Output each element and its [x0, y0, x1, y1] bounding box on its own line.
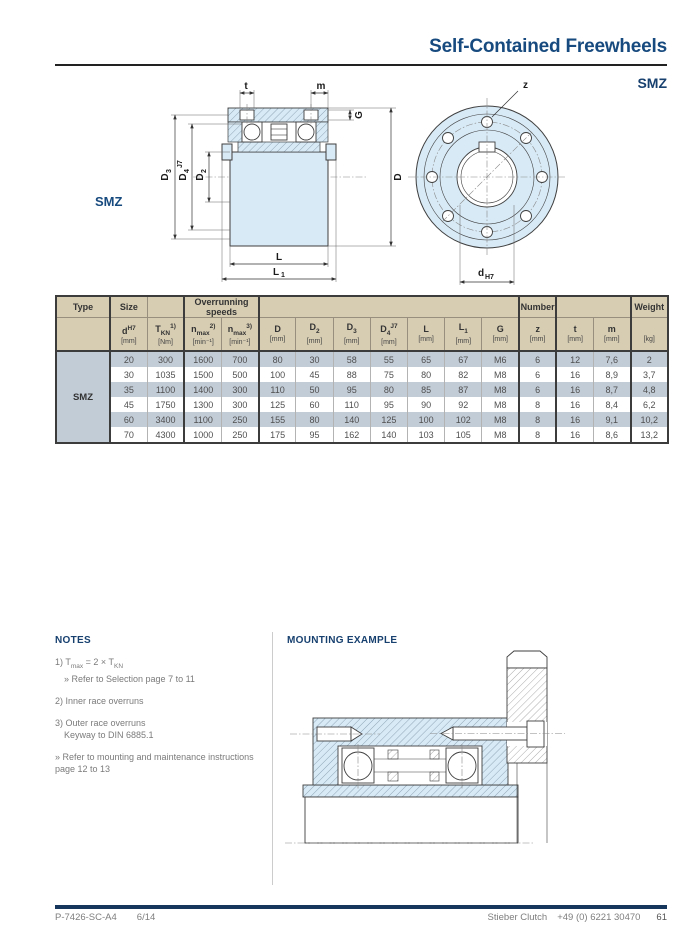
table-cell: 6: [519, 367, 556, 382]
column-header-D: $D_2$ [mm]: [296, 318, 333, 352]
table-cell: 1400: [184, 382, 221, 397]
svg-text:4: 4: [184, 169, 191, 173]
table-row: [56, 412, 668, 427]
col-group-size: Size: [110, 296, 147, 318]
page-number: 61: [656, 912, 667, 923]
table-cell: 6: [519, 351, 556, 367]
table-cell: 85: [408, 382, 445, 397]
table-cell: 82: [445, 367, 482, 382]
col-group-type: Type: [56, 296, 110, 318]
column-header-G: G [mm]: [482, 318, 519, 352]
table-cell: 16: [556, 367, 593, 382]
table-cell: 125: [259, 397, 296, 412]
column-header-D: D [mm]: [259, 318, 296, 352]
dim-d2: D: [195, 173, 206, 181]
table-cell: 45: [296, 367, 333, 382]
edition: 6/14: [136, 912, 156, 923]
table-cell: 1035: [147, 367, 184, 382]
table-cell: 4,8: [631, 382, 668, 397]
table-group-row: [56, 296, 668, 318]
table-cell: 65: [408, 351, 445, 367]
table-cell: 102: [445, 412, 482, 427]
table-cell: M6: [482, 351, 519, 367]
table-row: [56, 382, 668, 397]
company-name: Stieber Clutch: [487, 912, 548, 923]
column-header-D: $D_4^{J7}$ [mm]: [370, 318, 407, 352]
table-row: [56, 397, 668, 412]
table-row: [56, 351, 668, 367]
table-cell: 80: [408, 367, 445, 382]
table-cell: 30: [296, 351, 333, 367]
table-cell: 7,6: [593, 351, 630, 367]
column-header-L: L [mm]: [408, 318, 445, 352]
table-cell: 105: [445, 427, 482, 443]
table-cell: 8: [519, 397, 556, 412]
column-header-L: $L_1$ [mm]: [445, 318, 482, 352]
svg-text:3: 3: [166, 169, 173, 173]
mounting-example: [280, 650, 680, 890]
table-cell: 1600: [184, 351, 221, 367]
table-row: [56, 427, 668, 443]
dim-m: m: [316, 81, 326, 92]
table-cell: 95: [370, 397, 407, 412]
note-2: 2) Inner race overruns: [55, 695, 144, 706]
table-cell: 250: [222, 412, 259, 427]
table-cell: 8,6: [593, 427, 630, 443]
type-cell: SMZ: [56, 351, 110, 443]
col-group-blank-tm: [556, 296, 630, 318]
svg-text:J7: J7: [177, 160, 184, 168]
doc-ref: P-7426-SC-A4: [55, 912, 117, 923]
section-divider: [272, 632, 273, 885]
table-cell: 103: [408, 427, 445, 443]
dim-t: t: [244, 81, 248, 92]
series-heading: SMZ: [637, 75, 667, 91]
col-group-overrunning: Overrunning speeds: [184, 296, 258, 318]
table-cell: 6: [519, 382, 556, 397]
column-header-t: t [mm]: [556, 318, 593, 352]
col-group-number: Number: [519, 296, 556, 318]
note-3: 3) Outer race overruns: [55, 717, 146, 728]
table-cell: 80: [259, 351, 296, 367]
table-cell: 250: [222, 427, 259, 443]
table-cell: 16: [556, 412, 593, 427]
table-cell: 35: [110, 382, 147, 397]
table-cell: 1500: [184, 367, 221, 382]
table-cell: M8: [482, 427, 519, 443]
dimensions-table: [55, 295, 669, 444]
table-cell: 30: [110, 367, 147, 382]
technical-drawings: [0, 75, 700, 293]
column-header-z: z [mm]: [519, 318, 556, 352]
table-cell: 3400: [147, 412, 184, 427]
column-header-m: m [mm]: [593, 318, 630, 352]
table-cell: 700: [222, 351, 259, 367]
dim-z: z: [523, 80, 528, 91]
table-cell: 300: [222, 397, 259, 412]
table-cell: 1750: [147, 397, 184, 412]
dim-d3: D: [160, 173, 171, 181]
phone-number: +49 (0) 6221 30470: [557, 912, 641, 923]
column-header-D: $D_3$ [mm]: [333, 318, 370, 352]
table-cell: 110: [259, 382, 296, 397]
column-header-n: $n_{max}^{3)}$ [min⁻¹]: [222, 318, 259, 352]
mounting-heading: MOUNTING EXAMPLE: [287, 635, 398, 646]
dim-l: L: [275, 252, 283, 263]
table-cell: M8: [482, 367, 519, 382]
table-cell: 175: [259, 427, 296, 443]
table-cell: 55: [370, 351, 407, 367]
table-cell: 67: [445, 351, 482, 367]
svg-text:2: 2: [201, 169, 208, 173]
dim-l1: L: [272, 267, 280, 278]
page-title: Self-Contained Freewheels: [429, 36, 667, 57]
note-1: 1) $T_{max} = 2 \times T_{KN}$: [55, 657, 124, 670]
table-cell: 45: [110, 397, 147, 412]
table-cell: 60: [110, 412, 147, 427]
table-cell: 140: [333, 412, 370, 427]
table-cell: 20: [110, 351, 147, 367]
table-cell: 95: [296, 427, 333, 443]
table-cell: 75: [370, 367, 407, 382]
col-group-weight: Weight: [631, 296, 668, 318]
table-cell: 92: [445, 397, 482, 412]
table-cell: 8,9: [593, 367, 630, 382]
table-cell: 8,7: [593, 382, 630, 397]
table-cell: 2: [631, 351, 668, 367]
header-rule: [55, 64, 667, 66]
table-cell: 12: [556, 351, 593, 367]
table-subheader-row: [56, 318, 668, 352]
table-cell: 4300: [147, 427, 184, 443]
table-cell: 58: [333, 351, 370, 367]
table-cell: 80: [296, 412, 333, 427]
table-cell: 10,2: [631, 412, 668, 427]
table-row: [56, 367, 668, 382]
notes-section: [55, 635, 265, 775]
series-side-label: SMZ: [95, 194, 123, 209]
table-cell: M8: [482, 412, 519, 427]
table-cell: M8: [482, 382, 519, 397]
mounting-drawing: [280, 650, 680, 890]
table-cell: 60: [296, 397, 333, 412]
note-1-ref: » Refer to Selection page 7 to 11: [64, 673, 195, 684]
dim-dh7: d: [477, 268, 485, 279]
table-cell: 80: [370, 382, 407, 397]
table-cell: 300: [222, 382, 259, 397]
table-cell: 162: [333, 427, 370, 443]
dim-l1-sub: 1: [281, 272, 285, 279]
type-subheader-blank: [56, 318, 110, 352]
cross-section-view: [160, 81, 404, 282]
dim-d4: D: [178, 173, 189, 181]
dim-d-outer: D: [393, 173, 404, 181]
table-cell: 3,7: [631, 367, 668, 382]
column-header-weight: [kg]: [631, 318, 668, 352]
table-cell: 100: [408, 412, 445, 427]
mounting-geometry: [285, 651, 565, 843]
table-cell: M8: [482, 397, 519, 412]
front-view: [408, 80, 566, 285]
footer-rule: [55, 905, 667, 909]
table-cell: 16: [556, 397, 593, 412]
table-cell: 140: [370, 427, 407, 443]
table-cell: 8,4: [593, 397, 630, 412]
table-cell: 13,2: [631, 427, 668, 443]
table-cell: 16: [556, 382, 593, 397]
dim-dh7-sub: H7: [485, 274, 494, 281]
table-cell: 9,1: [593, 412, 630, 427]
table-cell: 8: [519, 412, 556, 427]
column-header-d: $d^{H7}$ [mm]: [110, 318, 147, 352]
table-cell: 125: [370, 412, 407, 427]
note-mounting-ref-2: page 12 to 13: [55, 763, 111, 774]
notes-heading: NOTES: [55, 635, 91, 646]
table-cell: 100: [259, 367, 296, 382]
table-cell: 87: [445, 382, 482, 397]
column-header-n: $n_{max}^{2)}$ [min⁻¹]: [184, 318, 221, 352]
table-cell: 95: [333, 382, 370, 397]
table-cell: 300: [147, 351, 184, 367]
table-cell: 50: [296, 382, 333, 397]
column-header-T: $T_{KN}^{1)}$ [Nm]: [147, 318, 184, 352]
footer-right: [488, 912, 667, 923]
footer: [55, 912, 667, 923]
table-cell: 6,2: [631, 397, 668, 412]
footer-left: [55, 912, 155, 923]
table-cell: 90: [408, 397, 445, 412]
table-cell: 155: [259, 412, 296, 427]
table-cell: 1300: [184, 397, 221, 412]
table-cell: 1000: [184, 427, 221, 443]
note-mounting-ref: » Refer to mounting and maintenance instructions: [55, 751, 254, 762]
col-group-blank-dims: [259, 296, 519, 318]
table-cell: 88: [333, 367, 370, 382]
table-cell: 16: [556, 427, 593, 443]
table-cell: 110: [333, 397, 370, 412]
table-cell: 70: [110, 427, 147, 443]
section-and-front-drawing: [0, 75, 700, 293]
table-cell: 1100: [184, 412, 221, 427]
table-cell: 1100: [147, 382, 184, 397]
table-cell: 500: [222, 367, 259, 382]
note-3-keyway: Keyway to DIN 6885.1: [64, 729, 154, 740]
col-group-blank-torque: [147, 296, 184, 318]
dim-g: G: [354, 111, 365, 119]
table-cell: 8: [519, 427, 556, 443]
